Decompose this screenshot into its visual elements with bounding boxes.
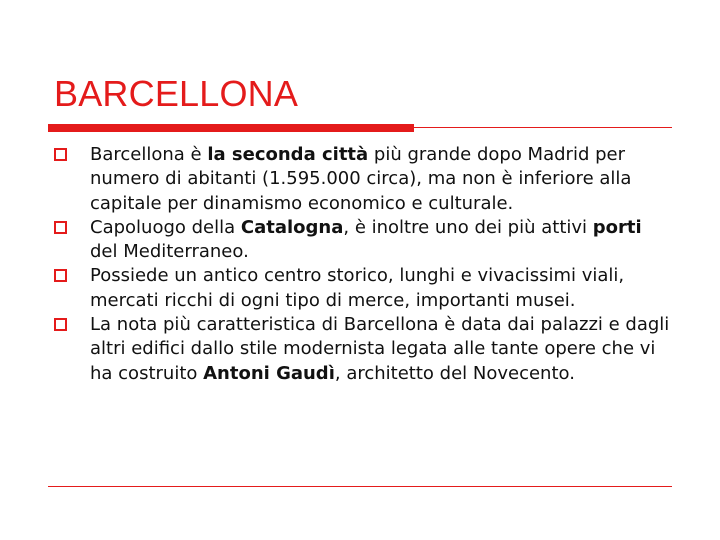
text-segment: , architetto del Novecento. [334,362,575,384]
hollow-square-icon [54,221,67,234]
text-segment: Possiede un antico centro storico, lunghi e vivacissimi viali, mercati ricchi di ogni tipo di merce, importanti musei. [90,265,625,311]
bullet-text [90,144,631,214]
text-segment: più grande dopo Madrid per numero di abitanti (1.595.000 circa), ma non è inferiore alla capitale per dinamismo economico e culturale. [90,144,632,214]
hollow-square-icon [54,148,67,161]
bold-text: porti [592,216,642,238]
text-segment: del Mediterraneo. [90,241,249,263]
bottom-divider [48,486,672,487]
hollow-square-icon [54,318,67,331]
bold-text: la seconda città [207,144,369,165]
hollow-square-icon [54,269,67,282]
text-segment: Barcellona è [90,144,208,165]
title-underline-thin [414,127,672,128]
bullet-text [90,217,642,262]
text-segment: , è inoltre uno dei più attivi [343,216,593,238]
text-segment: Capoluogo della [90,216,241,238]
bullet-item [54,313,674,386]
bullet-text [90,314,669,384]
text-segment: La nota più caratteristica di Barcellona è data dai palazzi e dagli altri edifici dallo stile modernista legata alle tante opere che vi ha costruito [90,314,670,384]
bullet-item [54,264,674,313]
bullet-item [54,216,674,265]
bullet-text [90,265,624,310]
slide-title: BARCELLONA [54,73,299,114]
bullet-list [54,143,674,386]
bold-text: Antoni Gaudì [203,362,335,384]
bullet-item [54,143,674,216]
bold-text: Catalogna [240,216,344,238]
title-underline-thick [48,124,414,132]
